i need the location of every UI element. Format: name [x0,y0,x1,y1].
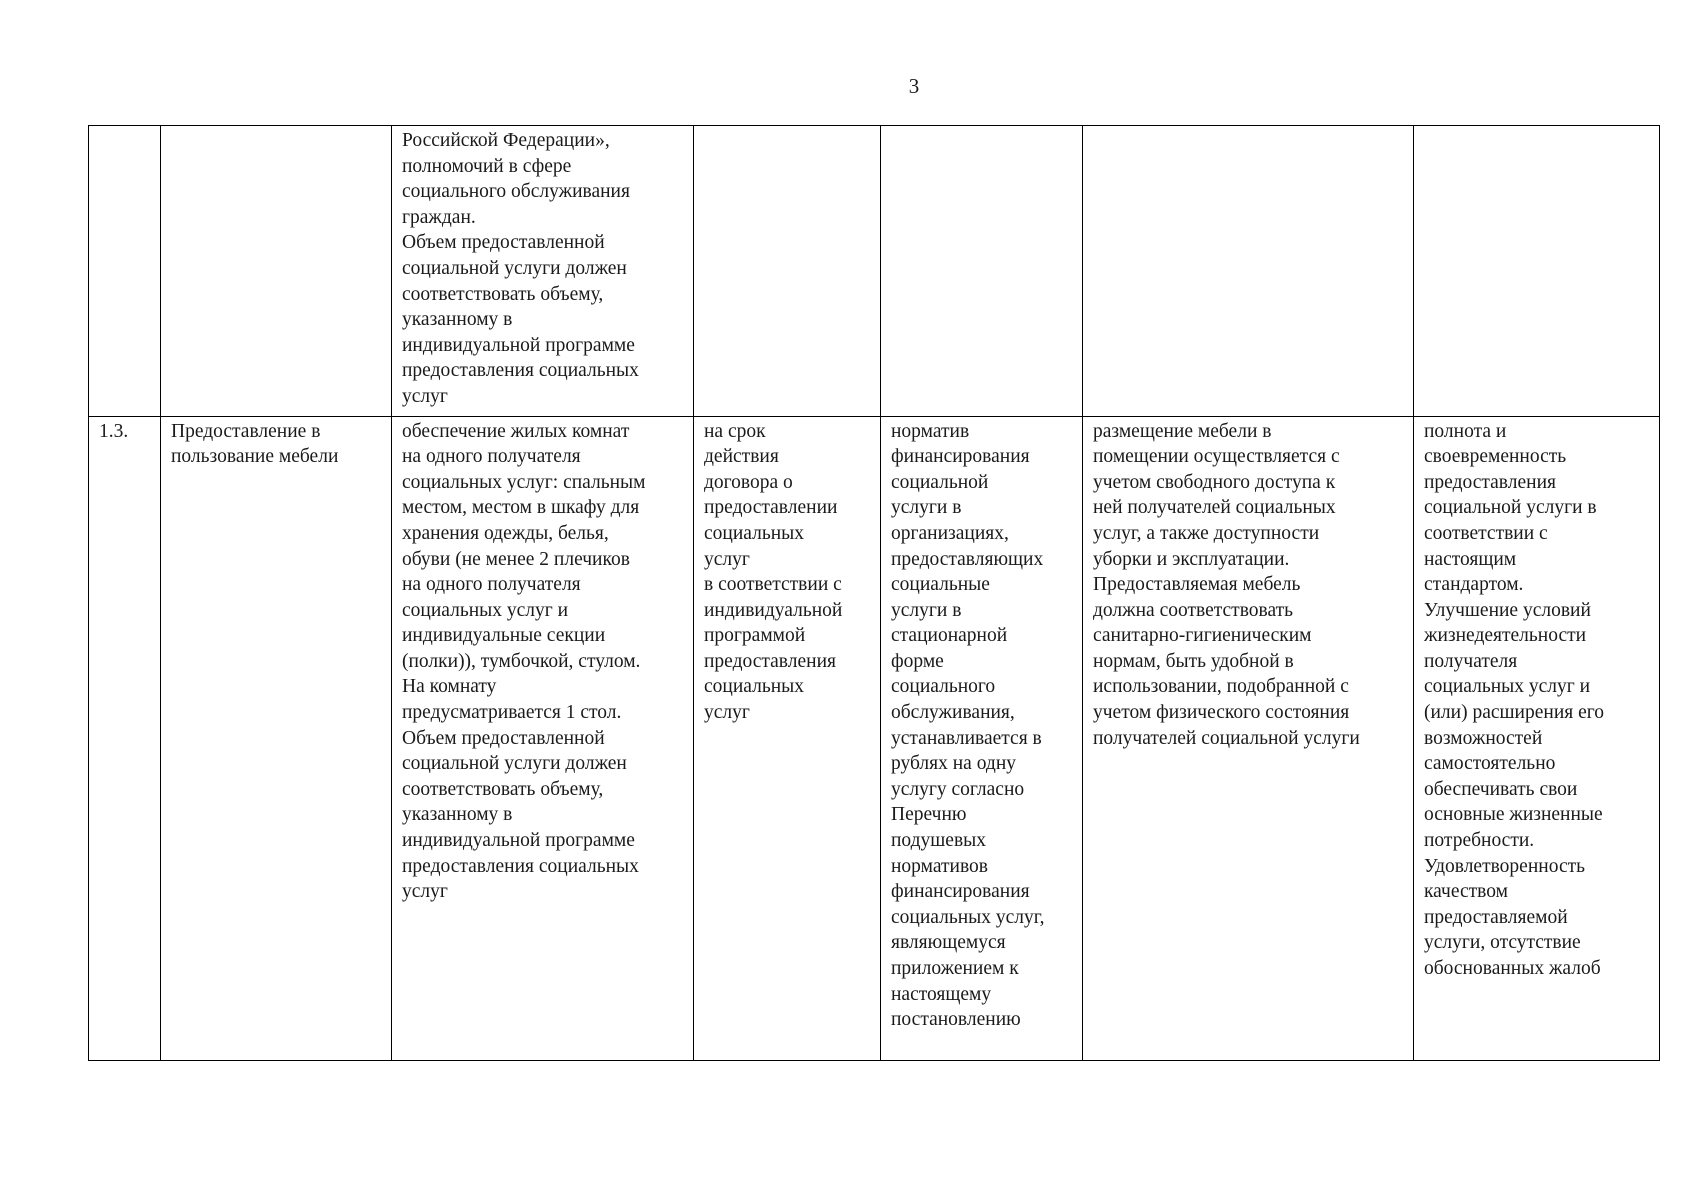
cell-service-term [694,126,881,417]
cell-service-name [161,126,392,417]
table-row-1-3 [89,416,1660,1060]
cell-row-number [89,126,161,417]
cell-service-description: обеспечение жилых комнат на одного получателя социальных услуг: спальным местом, местом в шкафу для хранения одежды, белья, обуви (не менее 2 плечиков на одного получателя социальных услуг и индивидуальные секции (полки)), тумбочкой, стулом. На комнату предусматривается 1 стол. Объем предоставленной социальной услуги должен соответствовать объему, указанному в индивидуальной программе предоставления социальных услуг [392,416,694,1060]
cell-service-term: на срок действия договора о предоставлении социальных услуг в соответствии с индивидуальной программой предоставления социальных услуг [694,416,881,1060]
cell-service-conditions [1083,126,1414,417]
cell-row-number: 1.3. [89,416,161,1060]
table-row-continuation [89,126,1660,417]
cell-financing-norm: норматив финансирования социальной услуги в организациях, предоставляющих социальные услуги в стационарной форме социального обслуживания, устанавливается в рублях на одну услугу согласно Перечню подушевых нормативов финансирования социальных услуг, являющемуся приложением к настоящему постановлению [881,416,1083,1060]
cell-quality-indicators: полнота и своевременность предоставления социальной услуги в соответствии с настоящим стандартом. Улучшение условий жизнедеятельности получателя социальных услуг и (или) расширения его возможностей самостоятельно обеспечивать свои основные жизненные потребности. Удовлетворенность качеством предоставляемой услуги, отсутствие обоснованных жалоб [1414,416,1660,1060]
cell-service-description: Российской Федерации», полномочий в сфере социального обслуживания граждан. Объем предоставленной социальной услуги должен соответствовать объему, указанному в индивидуальной программе предоставления социальных услуг [392,126,694,417]
cell-quality-indicators [1414,126,1660,417]
cell-financing-norm [881,126,1083,417]
standards-table [88,125,1660,1061]
cell-service-name: Предоставление в пользование мебели [161,416,392,1060]
page-number: 3 [908,74,920,98]
cell-service-conditions: размещение мебели в помещении осуществляется с учетом свободного доступа к ней получателей социальных услуг, а также доступности уборки и эксплуатации. Предоставляемая мебель должна соответствовать санитарно-гигиеническим нормам, быть удобной в использовании, подобранной с учетом физического состояния получателей социальной услуги [1083,416,1414,1060]
